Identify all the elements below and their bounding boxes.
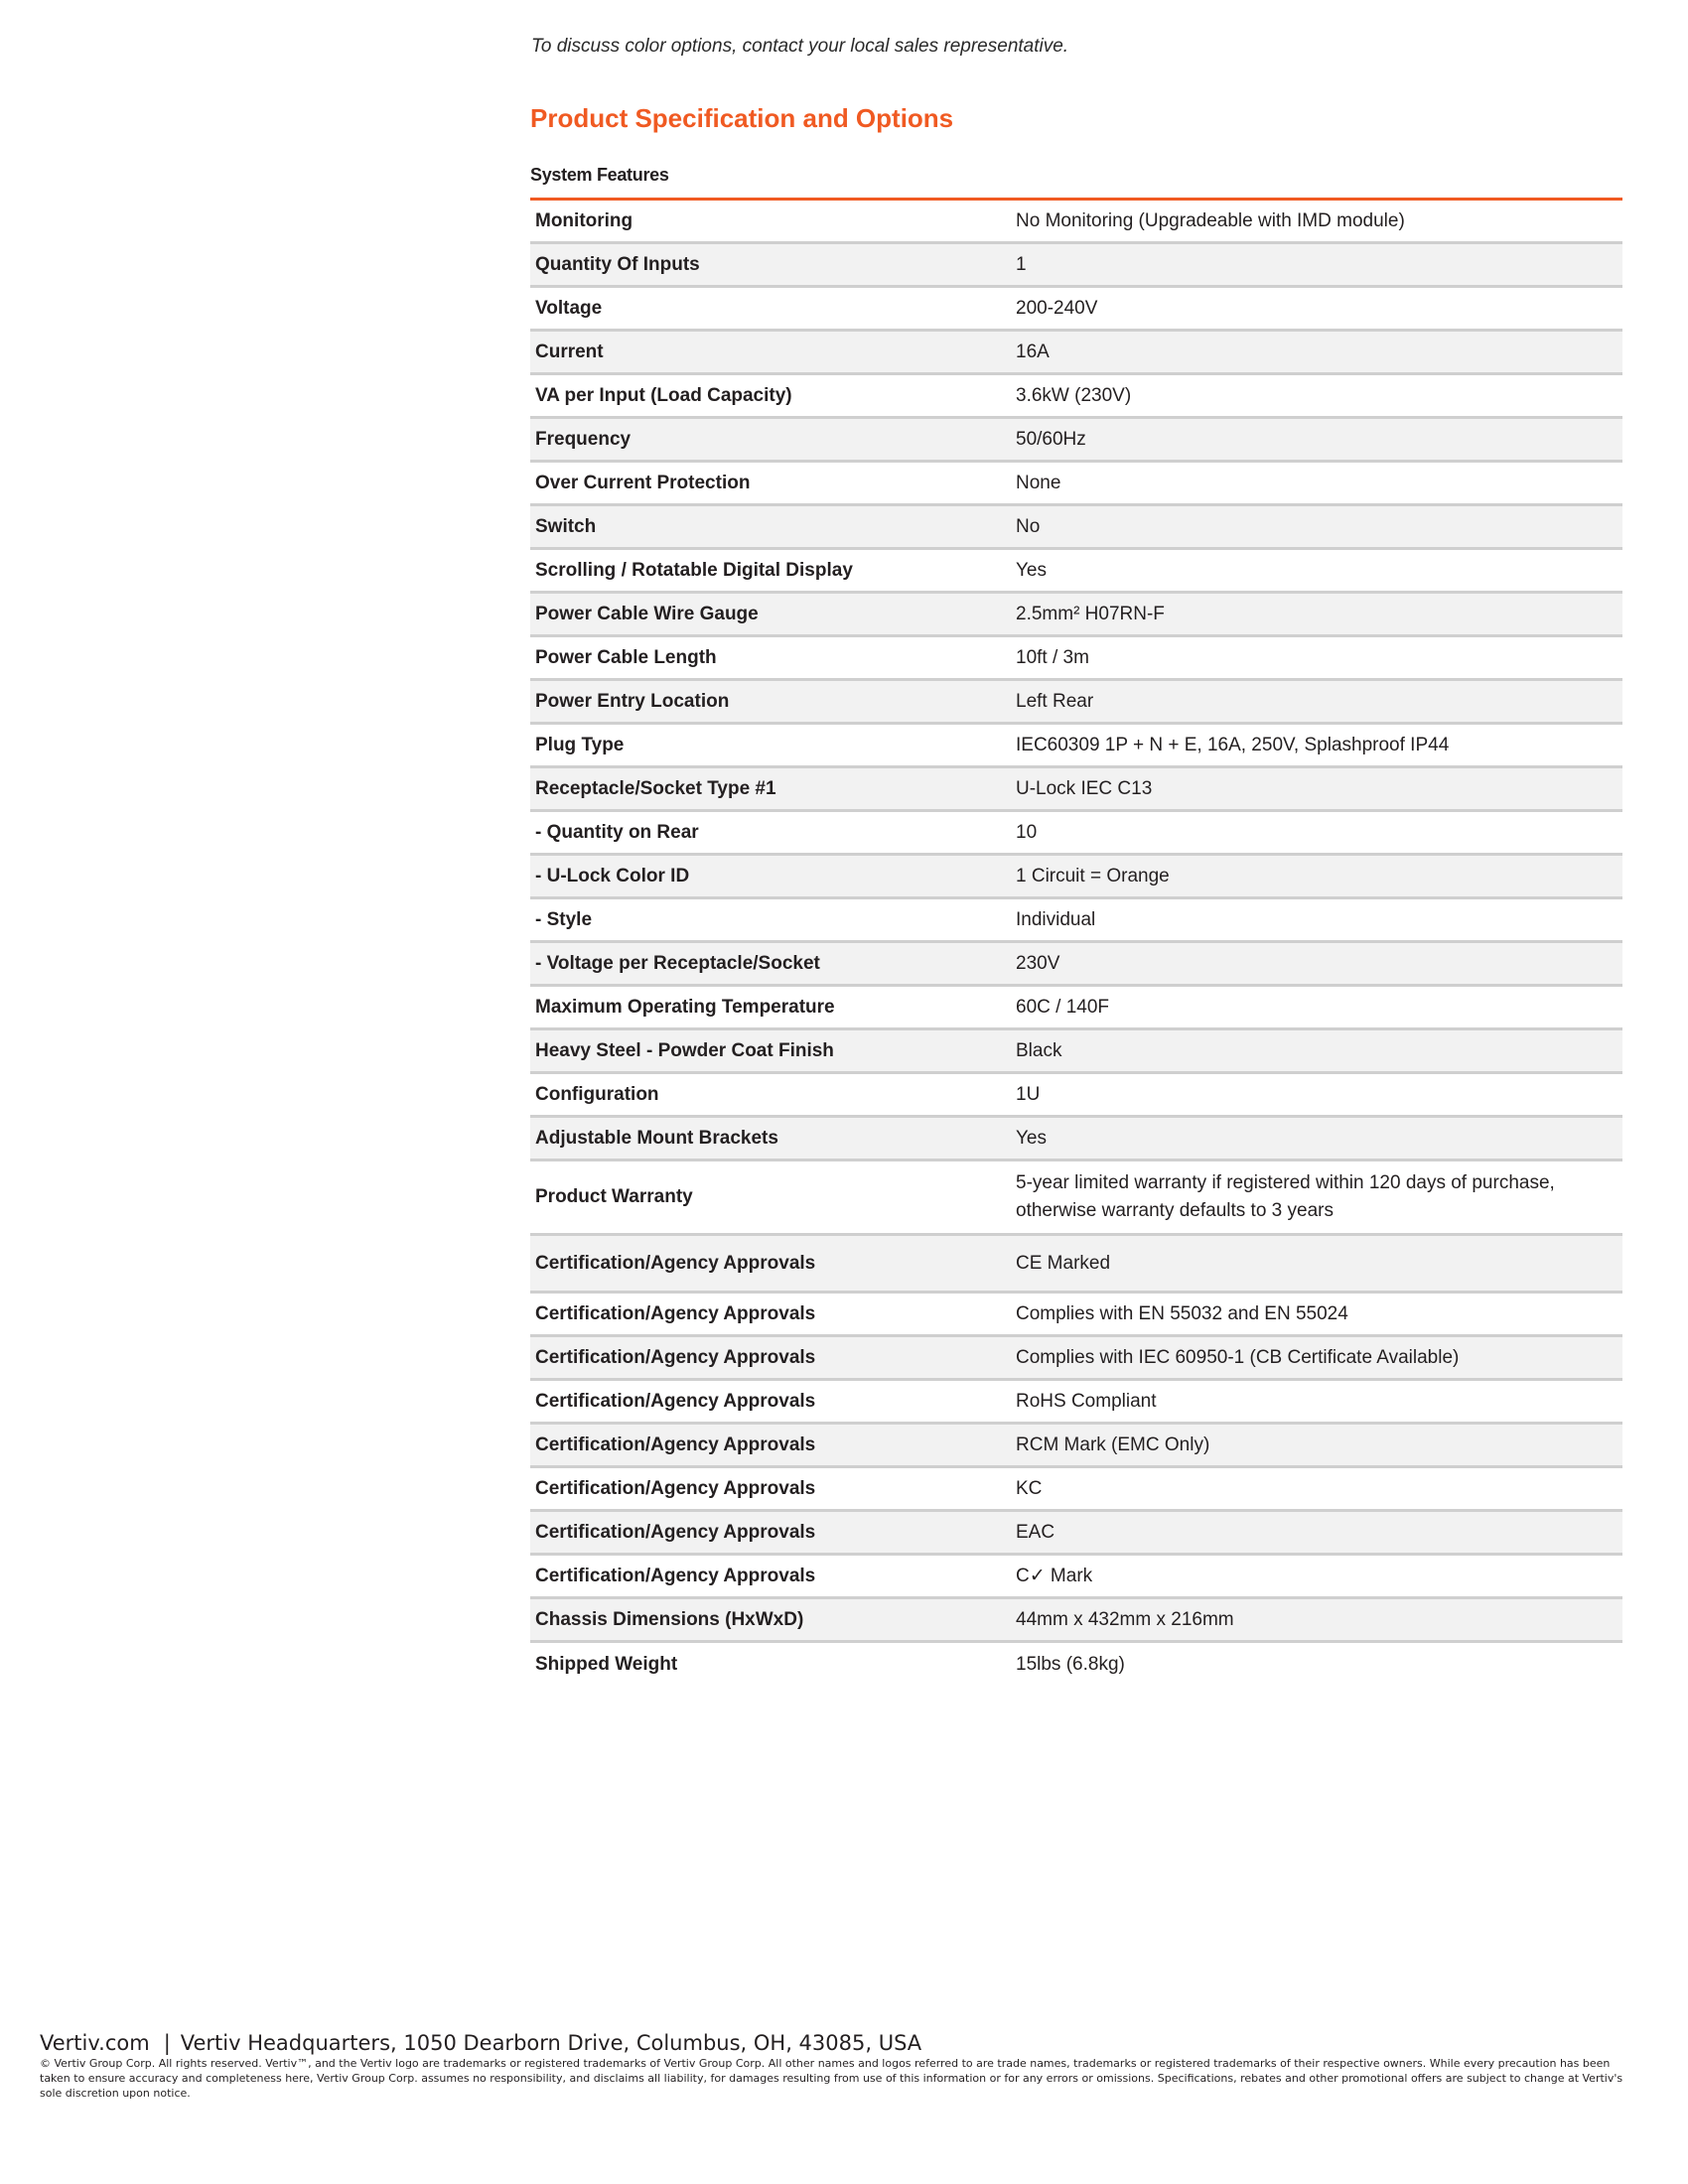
spec-value: Complies with EN 55032 and EN 55024 [1016, 1302, 1348, 1324]
spec-value: 10 [1016, 821, 1038, 843]
spec-label: Chassis Dimensions (HxWxD) [535, 1608, 804, 1630]
spec-value: 44mm x 432mm x 216mm [1016, 1608, 1234, 1630]
spec-row [530, 375, 1622, 419]
spec-row [530, 1512, 1622, 1556]
spec-value: None [1016, 472, 1061, 493]
footer-legal-text: © Vertiv Group Corp. All rights reserved. Vertiv™, and the Vertiv logo are trademarks or registered trademarks of Vertiv Group Corp. All other names and logos referred to are trade names, trademarks or registered trademarks of their respective owners. While every precaution has been taken to ensure accuracy and completeness here, Vertiv Group Corp. assumes no responsibility, and disclaims all liability, for damages resulting from use of this information or for any errors or omissions. Specifications, rebates and other promotional offers are subject to change at Vertiv's sole discretion upon notice. [40, 2057, 1623, 2100]
spec-row [530, 201, 1622, 244]
spec-row [530, 288, 1622, 332]
footer-separator: | [163, 2031, 171, 2055]
spec-row [530, 1236, 1622, 1294]
spec-row [530, 637, 1622, 681]
spec-row [530, 1337, 1622, 1381]
spec-row [530, 1074, 1622, 1118]
spec-label: Quantity Of Inputs [535, 253, 700, 275]
spec-value: CE Marked [1016, 1252, 1111, 1274]
spec-row [530, 419, 1622, 463]
spec-label: Certification/Agency Approvals [535, 1390, 816, 1412]
spec-label: Certification/Agency Approvals [535, 1252, 816, 1274]
spec-label: - Style [535, 908, 593, 930]
spec-row [530, 943, 1622, 987]
spec-label: - Quantity on Rear [535, 821, 699, 843]
spec-label: Scrolling / Rotatable Digital Display [535, 559, 853, 581]
spec-value: 5-year limited warranty if registered within 120 days of purchase, otherwise warranty defaults to 3 years [1016, 1172, 1555, 1221]
page-title: Product Specification and Options [530, 103, 954, 133]
spec-value: 10ft / 3m [1016, 646, 1089, 668]
spec-label: VA per Input (Load Capacity) [535, 384, 792, 406]
spec-row [530, 1468, 1622, 1512]
spec-row [530, 1556, 1622, 1599]
spec-table [530, 201, 1622, 1687]
spec-label: Certification/Agency Approvals [535, 1521, 816, 1543]
spec-row [530, 768, 1622, 812]
spec-row [530, 463, 1622, 506]
spec-value: No Monitoring (Upgradeable with IMD module) [1016, 209, 1405, 231]
spec-row [530, 550, 1622, 594]
spec-value: Yes [1016, 559, 1047, 581]
spec-row [530, 681, 1622, 725]
spec-label: - Voltage per Receptacle/Socket [535, 952, 820, 974]
spec-row [530, 244, 1622, 288]
spec-label: Maximum Operating Temperature [535, 996, 835, 1018]
spec-value: RoHS Compliant [1016, 1390, 1157, 1412]
spec-value: 1 Circuit = Orange [1016, 865, 1170, 887]
spec-value: 16A [1016, 341, 1050, 362]
spec-row [530, 1118, 1622, 1161]
spec-label: Certification/Agency Approvals [535, 1433, 816, 1455]
spec-value: C✓ Mark [1016, 1565, 1093, 1586]
spec-label: Product Warranty [535, 1186, 693, 1207]
spec-label: Certification/Agency Approvals [535, 1477, 816, 1499]
spec-label: Shipped Weight [535, 1654, 678, 1675]
spec-value: No [1016, 515, 1041, 537]
spec-value: 15lbs (6.8kg) [1016, 1654, 1125, 1675]
spec-value: Black [1016, 1039, 1062, 1061]
spec-value: 60C / 140F [1016, 996, 1109, 1018]
spec-row [530, 1643, 1622, 1687]
spec-label: Heavy Steel - Powder Coat Finish [535, 1039, 834, 1061]
spec-row [530, 332, 1622, 375]
spec-value: IEC60309 1P + N + E, 16A, 250V, Splashproof IP44 [1016, 734, 1450, 755]
spec-row [530, 725, 1622, 768]
spec-row [530, 899, 1622, 943]
spec-label: Monitoring [535, 209, 633, 231]
spec-row [530, 506, 1622, 550]
spec-label: Certification/Agency Approvals [535, 1302, 816, 1324]
spec-row [530, 856, 1622, 899]
spec-row [530, 1294, 1622, 1337]
spec-label: Power Entry Location [535, 690, 730, 712]
spec-value: EAC [1016, 1521, 1055, 1543]
spec-value: KC [1016, 1477, 1043, 1499]
spec-label: Over Current Protection [535, 472, 751, 493]
spec-label: Plug Type [535, 734, 625, 755]
spec-label: Frequency [535, 428, 632, 450]
spec-value: U-Lock IEC C13 [1016, 777, 1153, 799]
spec-row [530, 812, 1622, 856]
section-title: System Features [530, 165, 669, 185]
spec-label: Switch [535, 515, 597, 537]
spec-value: 230V [1016, 952, 1060, 974]
spec-row [530, 1425, 1622, 1468]
spec-label: Voltage [535, 297, 603, 319]
spec-value: 1U [1016, 1083, 1041, 1105]
spec-row [530, 1599, 1622, 1643]
spec-label: Certification/Agency Approvals [535, 1565, 816, 1586]
spec-value: 3.6kW (230V) [1016, 384, 1132, 406]
spec-value: 1 [1016, 253, 1027, 275]
spec-label: Certification/Agency Approvals [535, 1346, 816, 1368]
spec-label: Current [535, 341, 604, 362]
spec-value: 50/60Hz [1016, 428, 1086, 450]
spec-value: Complies with IEC 60950-1 (CB Certificate Available) [1016, 1346, 1460, 1368]
spec-label: - U-Lock Color ID [535, 865, 690, 887]
spec-row [530, 1381, 1622, 1425]
spec-row [530, 1161, 1622, 1236]
color-options-note: To discuss color options, contact your local sales representative. [531, 36, 1069, 57]
footer-contact [40, 2031, 921, 2055]
footer-site-link[interactable]: Vertiv.com [40, 2031, 150, 2055]
footer-address: Vertiv Headquarters, 1050 Dearborn Drive, Columbus, OH, 43085, USA [180, 2031, 922, 2055]
spec-row [530, 987, 1622, 1030]
spec-row [530, 594, 1622, 637]
spec-label: Receptacle/Socket Type #1 [535, 777, 776, 799]
spec-value: RCM Mark (EMC Only) [1016, 1433, 1210, 1455]
spec-label: Adjustable Mount Brackets [535, 1127, 778, 1149]
spec-value: Left Rear [1016, 690, 1094, 712]
spec-value: Individual [1016, 908, 1096, 930]
spec-row [530, 1030, 1622, 1074]
spec-value: 200-240V [1016, 297, 1098, 319]
spec-value: 2.5mm² H07RN-F [1016, 603, 1165, 624]
spec-label: Configuration [535, 1083, 659, 1105]
spec-label: Power Cable Length [535, 646, 717, 668]
spec-label: Power Cable Wire Gauge [535, 603, 759, 624]
spec-value: Yes [1016, 1127, 1047, 1149]
